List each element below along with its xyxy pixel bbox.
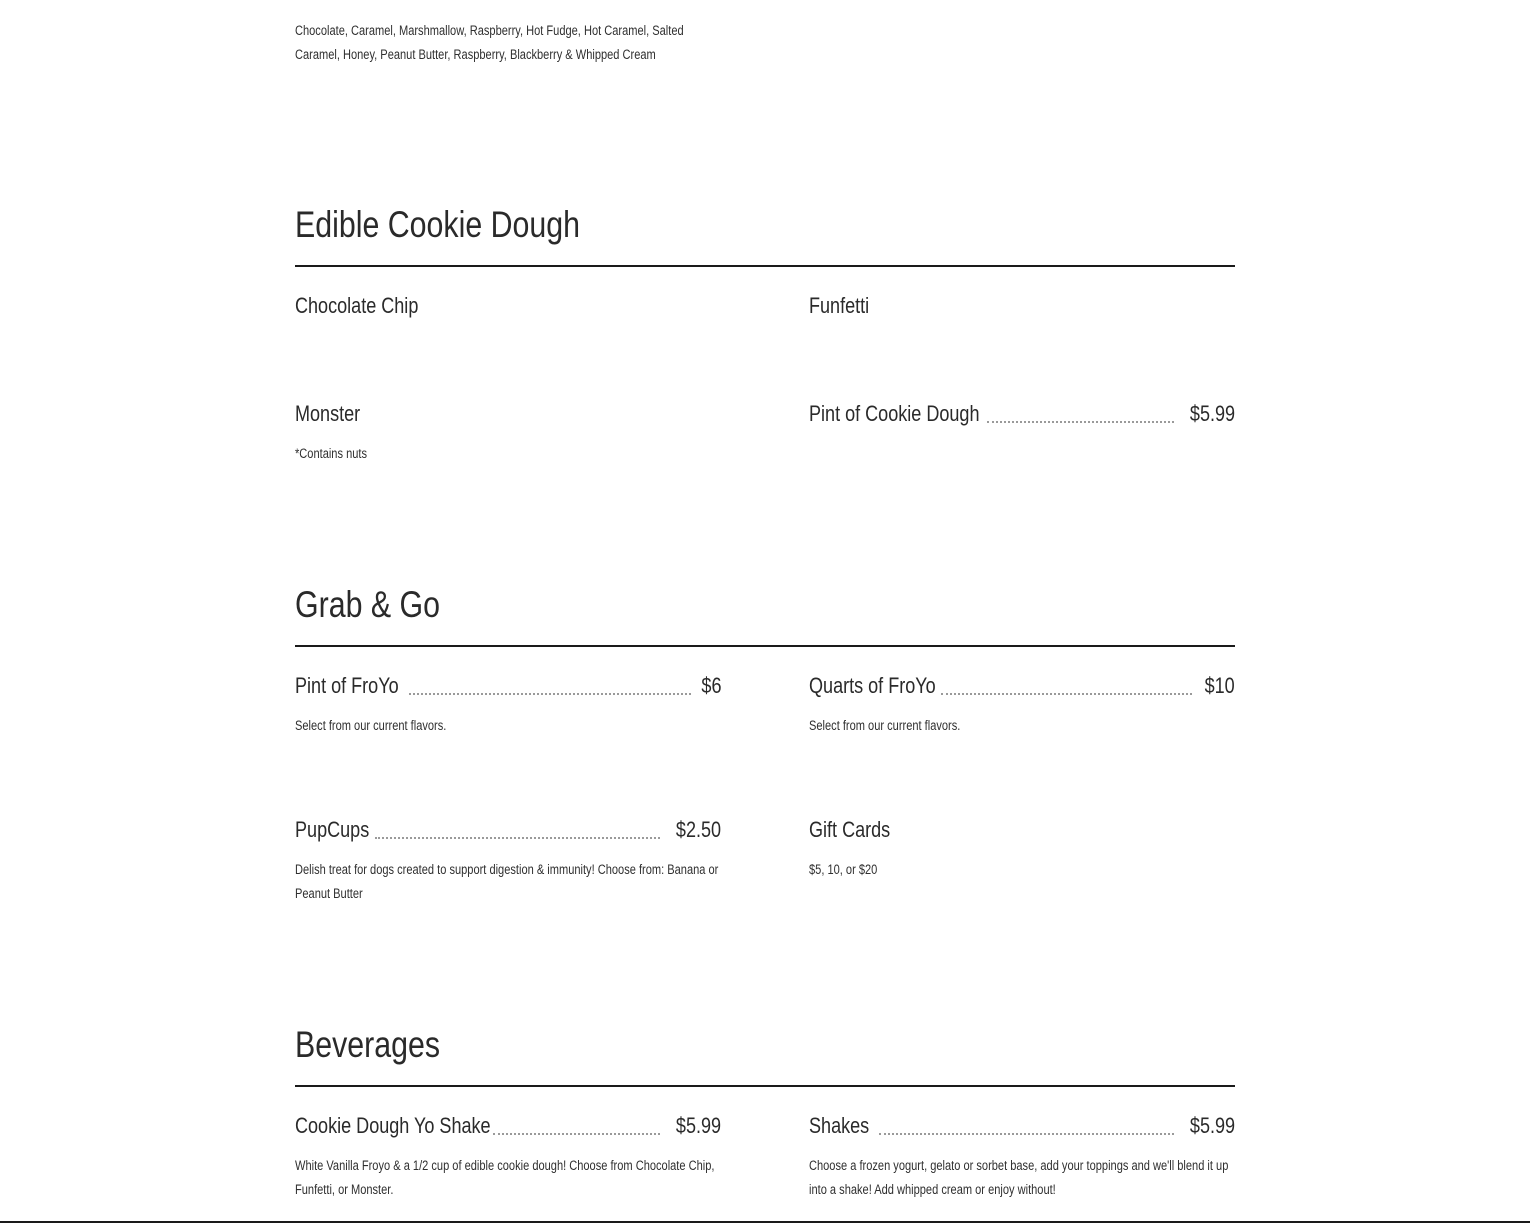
- item-price: $5.99: [675, 1113, 721, 1138]
- section-title-beverages: Beverages: [295, 1024, 441, 1065]
- toppings-description: Chocolate, Caramel, Marshmallow, Raspberry, Hot Fudge, Hot Caramel, Salted Caramel, Honey, Peanut Butter, Raspberry, Blackberry & Whipped Cream: [295, 23, 684, 62]
- section-title-grab-go: Grab & Go: [295, 584, 441, 625]
- item-price: $5.99: [1189, 1113, 1235, 1138]
- item-name: Pint of FroYo: [295, 673, 399, 698]
- section-divider: [295, 265, 1235, 267]
- item-name: Cookie Dough Yo Shake: [295, 1113, 491, 1138]
- item-price: $6: [700, 673, 721, 698]
- item-description: Select from our current flavors.: [295, 718, 447, 733]
- menu-item-shakes: [809, 1111, 1235, 1202]
- menu-item-chocolate-chip: [295, 291, 721, 321]
- menu-item-cookie-dough-shake: [295, 1111, 721, 1202]
- section-divider: [295, 1085, 1235, 1087]
- item-name: Funfetti: [809, 293, 870, 318]
- item-price: $10: [1204, 673, 1235, 698]
- dotted-leader: [493, 1133, 660, 1135]
- menu-item-pint-froyo: [295, 671, 721, 738]
- dotted-leader: [987, 421, 1174, 423]
- item-name: Quarts of FroYo: [809, 673, 936, 698]
- item-description: $5, 10, or $20: [809, 862, 878, 877]
- item-name: PupCups: [295, 817, 370, 842]
- dotted-leader: [879, 1133, 1174, 1135]
- item-name: Monster: [295, 401, 361, 426]
- section-title-cookie-dough: Edible Cookie Dough: [295, 204, 581, 245]
- dotted-leader: [409, 693, 691, 695]
- item-name: Shakes: [809, 1113, 870, 1138]
- section-divider: [295, 645, 1235, 647]
- menu-item-funfetti: [809, 291, 1235, 321]
- menu-item-monster: [295, 399, 721, 466]
- menu-item-pupcups: [295, 815, 721, 906]
- item-description: White Vanilla Froyo & a 1/2 cup of edible cookie dough! Choose from Chocolate Chip, Funfetti, or Monster.: [295, 1158, 715, 1197]
- item-description: *Contains nuts: [295, 446, 368, 461]
- menu-item-pint-cookie-dough: [809, 399, 1235, 429]
- menu-item-quarts-froyo: [809, 671, 1235, 738]
- item-description: Delish treat for dogs created to support digestion & immunity! Choose from: Banana or Peanut Butter: [295, 862, 719, 901]
- dotted-leader: [375, 837, 660, 839]
- item-name: Chocolate Chip: [295, 293, 419, 318]
- page-bottom-border: [0, 1221, 1530, 1223]
- item-name: Pint of Cookie Dough: [809, 401, 980, 426]
- item-description: Choose a frozen yogurt, gelato or sorbet base, add your toppings and we'll blend it up into a shake! Add whipped cream or enjoy without!: [809, 1158, 1229, 1197]
- item-price: $5.99: [1189, 401, 1235, 426]
- dotted-leader: [941, 693, 1192, 695]
- item-price: $2.50: [675, 817, 721, 842]
- item-name: Gift Cards: [809, 817, 891, 842]
- item-description: Select from our current flavors.: [809, 718, 961, 733]
- menu-item-gift-cards: [809, 815, 1235, 882]
